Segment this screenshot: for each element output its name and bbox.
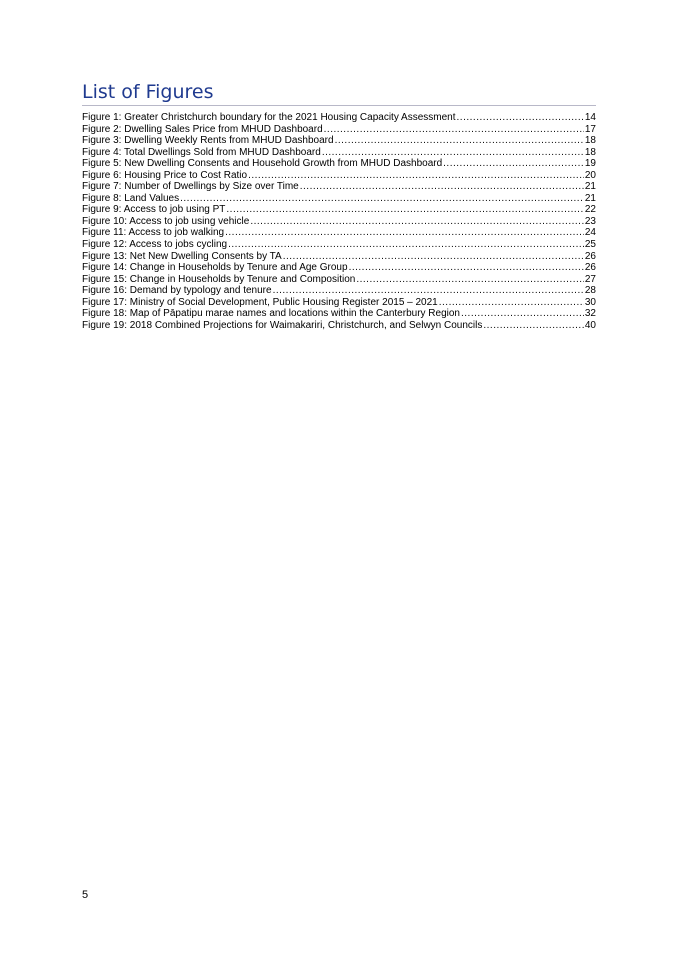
figure-entry-label: Figure 16: Demand by typology and tenure bbox=[82, 285, 272, 297]
figure-entry[interactable] bbox=[82, 251, 596, 263]
figure-entry[interactable] bbox=[82, 204, 596, 216]
figures-list bbox=[82, 112, 596, 331]
figure-entry-page: 26 bbox=[584, 250, 596, 262]
dot-leader bbox=[180, 193, 584, 205]
figure-entry[interactable] bbox=[82, 216, 596, 228]
figure-entry-page: 22 bbox=[584, 204, 596, 216]
figure-entry[interactable] bbox=[82, 262, 596, 274]
figure-entry-label: Figure 17: Ministry of Social Development, Public Housing Register 2015 – 2021 bbox=[82, 296, 438, 308]
dot-leader bbox=[356, 274, 584, 286]
figure-entry[interactable] bbox=[82, 285, 596, 297]
dot-leader bbox=[322, 147, 584, 159]
dot-leader bbox=[226, 204, 583, 216]
dot-leader bbox=[461, 308, 584, 320]
figure-entry-page: 20 bbox=[584, 169, 596, 181]
figure-entry-label: Figure 8: Land Values bbox=[82, 192, 180, 204]
figure-entry-label: Figure 2: Dwelling Sales Price from MHUD Dashboard bbox=[82, 123, 323, 135]
dot-leader bbox=[349, 262, 584, 274]
dot-leader bbox=[248, 170, 584, 182]
figure-entry-label: Figure 18: Map of Pāpatipu marae names and locations within the Canterbury Region bbox=[82, 308, 460, 320]
figure-entry-label: Figure 9: Access to job using PT bbox=[82, 204, 226, 216]
figure-entry[interactable] bbox=[82, 320, 596, 332]
figure-entry[interactable] bbox=[82, 170, 596, 182]
figure-entry-label: Figure 1: Greater Christchurch boundary for the 2021 Housing Capacity Assessment bbox=[82, 112, 456, 123]
figure-entry-page: 28 bbox=[584, 285, 596, 297]
figure-entry-page: 14 bbox=[584, 112, 596, 123]
figure-entry-label: Figure 5: New Dwelling Consents and Household Growth from MHUD Dashboard bbox=[82, 158, 443, 170]
figure-entry-page: 23 bbox=[584, 215, 596, 227]
list-of-figures-heading bbox=[82, 80, 596, 106]
figure-entry-page: 32 bbox=[584, 308, 596, 320]
figure-entry-label: Figure 12: Access to jobs cycling bbox=[82, 239, 228, 251]
figure-entry[interactable] bbox=[82, 239, 596, 251]
dot-leader bbox=[457, 112, 584, 124]
dot-leader bbox=[300, 181, 584, 193]
figure-entry[interactable] bbox=[82, 308, 596, 320]
dot-leader bbox=[283, 251, 584, 263]
figure-entry-label: Figure 13: Net New Dwelling Consents by TA bbox=[82, 250, 282, 262]
figure-entry-label: Figure 15: Change in Households by Tenure and Composition bbox=[82, 273, 356, 285]
figure-entry-page: 25 bbox=[584, 239, 596, 251]
figure-entry-page: 18 bbox=[584, 135, 596, 147]
page-title: List of Figures bbox=[82, 81, 214, 103]
dot-leader bbox=[228, 239, 584, 251]
dot-leader bbox=[273, 285, 584, 297]
figure-entry-label: Figure 19: 2018 Combined Projections for Waimakariri, Christchurch, and Selwyn Councils bbox=[82, 319, 483, 331]
figure-entry-page: 21 bbox=[584, 192, 596, 204]
figure-entry-label: Figure 11: Access to job walking bbox=[82, 227, 225, 239]
dot-leader bbox=[335, 135, 584, 147]
figure-entry-label: Figure 7: Number of Dwellings by Size over Time bbox=[82, 181, 299, 193]
dot-leader bbox=[250, 216, 584, 228]
figure-entry-page: 40 bbox=[584, 319, 596, 331]
dot-leader bbox=[483, 320, 584, 332]
figure-entry[interactable] bbox=[82, 158, 596, 170]
figure-entry[interactable] bbox=[82, 181, 596, 193]
dot-leader bbox=[439, 297, 584, 309]
figure-entry-page: 19 bbox=[584, 158, 596, 170]
page-number: 5 bbox=[82, 889, 89, 901]
figure-entry-page: 26 bbox=[584, 262, 596, 274]
figure-entry[interactable] bbox=[82, 147, 596, 159]
figure-entry[interactable] bbox=[82, 297, 596, 309]
figure-entry-page: 24 bbox=[584, 227, 596, 239]
dot-leader bbox=[443, 158, 584, 170]
figure-entry-page: 18 bbox=[584, 146, 596, 158]
figure-entry[interactable] bbox=[82, 227, 596, 239]
figure-entry-label: Figure 10: Access to job using vehicle bbox=[82, 215, 250, 227]
figure-entry[interactable] bbox=[82, 124, 596, 136]
figure-entry-label: Figure 6: Housing Price to Cost Ratio bbox=[82, 169, 248, 181]
figure-entry-page: 17 bbox=[584, 123, 596, 135]
figure-entry-page: 27 bbox=[584, 273, 596, 285]
figure-entry-page: 30 bbox=[584, 296, 596, 308]
figure-entry[interactable] bbox=[82, 274, 596, 286]
dot-leader bbox=[225, 227, 584, 239]
figure-entry-label: Figure 14: Change in Households by Tenure and Age Group bbox=[82, 262, 348, 274]
figure-entry[interactable] bbox=[82, 112, 596, 124]
figure-entry-page: 21 bbox=[584, 181, 596, 193]
figure-entry-label: Figure 3: Dwelling Weekly Rents from MHUD Dashboard bbox=[82, 135, 334, 147]
dot-leader bbox=[324, 124, 584, 136]
figure-entry-label: Figure 4: Total Dwellings Sold from MHUD Dashboard bbox=[82, 146, 321, 158]
figure-entry[interactable] bbox=[82, 135, 596, 147]
figure-entry[interactable] bbox=[82, 193, 596, 205]
